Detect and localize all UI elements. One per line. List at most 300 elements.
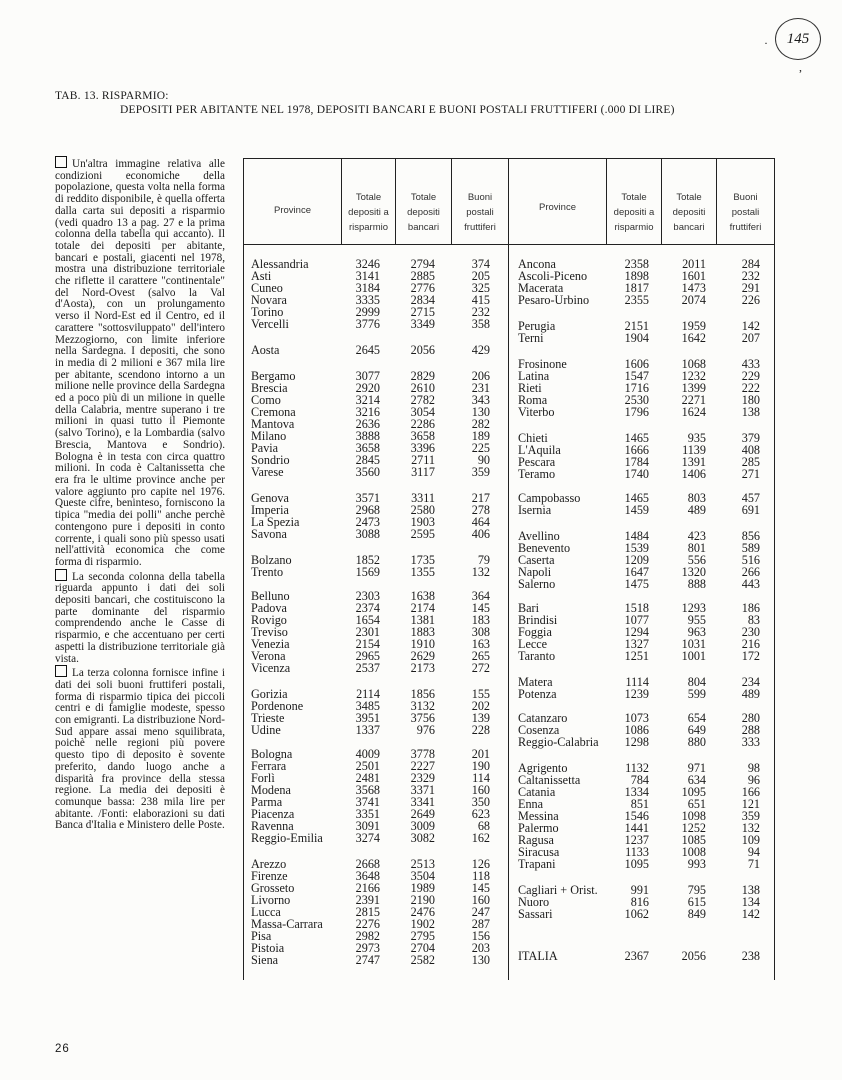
- header-buoni-postali: Buoni postali fruttiferi: [464, 192, 496, 233]
- totale-depositi-cell: 1062: [624, 907, 649, 921]
- totale-bancari-cell: 1085: [681, 833, 706, 847]
- totale-depositi-cell: 2391: [355, 893, 380, 907]
- province-cell: Gorizia: [251, 687, 288, 701]
- province-cell: Massa-Carrara: [251, 917, 323, 931]
- province-cell: Parma: [251, 795, 283, 809]
- buoni-postali-cell: 226: [741, 293, 760, 307]
- buoni-postali-cell: 121: [741, 797, 760, 811]
- totale-bancari-cell: 976: [416, 723, 435, 737]
- totale-depositi-cell: 2530: [624, 393, 649, 407]
- province-cell: Firenze: [251, 869, 288, 883]
- header-province: Province: [539, 202, 576, 213]
- province-cell: Ancona: [518, 257, 556, 271]
- buoni-postali-cell: 217: [471, 491, 490, 505]
- province-cell: Cremona: [251, 405, 296, 419]
- sidebar-paragraph: Un'altra immagine relativa alle condizioni economiche della popolazione, questa volta nella forma di reddito disponibile, è quella offerta dalla carta sui depositi a risparmio (vedi quadro 13 a pag. 27 e la prima colonna della tabella qui accanto). Il totale dei depositi per abitante, bancari e postali, giacenti nel 1978, mostra una distribuzione territoriale che riflette il carattere "continentale" del Nord-Ovest (salvo la Val d'Aosta), con un prolungamento verso il Nord-Est ed il Centro, ed il carattere "sottosviluppato" dell'intero Mezzogiorno, con limite inferiore nella Sardegna. I depositi, che sono in media di 2 milioni e 367 mila lire per abitante, scendono intorno a un milione nelle province della Sardegna ed a poco più di un milione in quelle della Calabria, mentre superano i tre milioni in quasi tutto il Piemonte (salvo Torino), e la Lombardia (salvo Brescia, Mantova e Sondrio). Bologna è in testa con circa quattro milioni. In coda è Caltanissetta che era fra le ultime province anche per valore aggiunto pro capite nel 1976. Queste cifre, beninteso, forniscono la tipica "media dei polli" anche perchè contengono pure i depositi in conto corrente, i quali sono più spesso usati nell'attività economica che come forma di risparmio.: [55, 158, 225, 568]
- table-id: TAB. 13. RISPARMIO:: [55, 90, 169, 102]
- buoni-postali-cell: 359: [471, 465, 490, 479]
- table-row: [0, 406, 842, 418]
- buoni-postali-cell: 145: [471, 881, 490, 895]
- totale-depositi-cell: 1459: [624, 503, 649, 517]
- buoni-postali-cell: 145: [471, 601, 490, 615]
- table-row: [0, 294, 842, 306]
- totale-depositi-cell: 3077: [355, 369, 380, 383]
- table-row: [0, 771, 842, 787]
- buoni-postali-cell: 118: [472, 869, 490, 883]
- table-row: [0, 881, 842, 897]
- totale-bancari-cell: 2582: [410, 953, 435, 967]
- totale-depositi-cell: 2154: [355, 637, 380, 651]
- totale-depositi-cell: 3951: [355, 711, 380, 725]
- totale-depositi-cell: 2151: [624, 319, 649, 333]
- province-cell: Imperia: [251, 503, 289, 517]
- totale-bancari-cell: 2704: [410, 941, 435, 955]
- buoni-postali-cell: 408: [741, 443, 760, 457]
- table-row: [0, 905, 842, 921]
- totale-depositi-cell: 3274: [355, 831, 380, 845]
- totale-bancari-cell: 2711: [411, 453, 435, 467]
- totale-bancari-cell: 1399: [681, 381, 706, 395]
- totale-depositi-cell: 2845: [355, 453, 380, 467]
- totale-depositi-cell: 2920: [355, 381, 380, 395]
- table-row: [0, 270, 842, 282]
- totale-depositi-cell: 2276: [355, 917, 380, 931]
- table-row: [0, 358, 842, 370]
- table-row: [0, 893, 842, 909]
- totale-depositi-cell: 1337: [355, 723, 380, 737]
- totale-bancari-cell: 3117: [411, 465, 435, 479]
- totale-bancari-cell: 1098: [681, 809, 706, 823]
- table-row: [0, 602, 842, 614]
- totale-depositi-cell: 2367: [624, 949, 649, 963]
- totale-depositi-cell: 2501: [355, 759, 380, 773]
- province-cell: Varese: [251, 465, 284, 479]
- buoni-postali-cell: 228: [471, 723, 490, 737]
- province-cell: Salerno: [518, 577, 556, 591]
- province-cell: Genova: [251, 491, 289, 505]
- table-row: [0, 527, 842, 543]
- totale-depositi-cell: 3560: [355, 465, 380, 479]
- province-cell: ITALIA: [518, 949, 558, 963]
- buoni-postali-cell: 207: [741, 331, 760, 345]
- totale-bancari-cell: 615: [687, 895, 706, 909]
- buoni-postali-cell: 457: [741, 491, 760, 505]
- buoni-postali-cell: 183: [471, 613, 490, 627]
- province-cell: Grosseto: [251, 881, 295, 895]
- totale-bancari-cell: 2056: [410, 343, 435, 357]
- totale-depositi-cell: 1251: [624, 649, 649, 663]
- totale-depositi-cell: 2481: [355, 771, 380, 785]
- table-row: [0, 258, 842, 270]
- totale-bancari-cell: 1008: [681, 845, 706, 859]
- page-stamp-text: 145: [786, 30, 810, 47]
- buoni-postali-cell: 691: [741, 503, 760, 517]
- buoni-postali-cell: 623: [471, 807, 490, 821]
- province-cell: Bergamo: [251, 369, 296, 383]
- totale-bancari-cell: 971: [687, 761, 706, 775]
- province-cell: Novara: [251, 293, 287, 307]
- province-cell: Ferrara: [251, 759, 287, 773]
- table-row: [0, 566, 842, 578]
- totale-depositi-cell: 1546: [624, 809, 649, 823]
- totale-depositi-cell: 1132: [625, 761, 649, 775]
- buoni-postali-cell: 186: [741, 601, 760, 615]
- totale-bancari-cell: 935: [687, 431, 706, 445]
- totale-bancari-cell: 1624: [681, 405, 706, 419]
- totale-depositi-cell: 2301: [355, 625, 380, 639]
- province-cell: Lecce: [518, 637, 548, 651]
- province-cell: Sondrio: [251, 453, 290, 467]
- totale-bancari-cell: 1232: [681, 369, 706, 383]
- totale-bancari-cell: 2174: [410, 601, 435, 615]
- province-cell: Trapani: [518, 857, 556, 871]
- totale-bancari-cell: 3311: [411, 491, 435, 505]
- totale-bancari-cell: 2173: [410, 661, 435, 675]
- buoni-postali-cell: 109: [741, 833, 760, 847]
- province-cell: Milano: [251, 429, 287, 443]
- totale-bancari-cell: 1883: [410, 625, 435, 639]
- totale-bancari-cell: 3658: [410, 429, 435, 443]
- totale-depositi-cell: 2636: [355, 417, 380, 431]
- totale-bancari-cell: 1902: [410, 917, 435, 931]
- province-cell: Rovigo: [251, 613, 287, 627]
- buoni-postali-cell: 856: [741, 529, 760, 543]
- buoni-postali-cell: 132: [741, 821, 760, 835]
- province-cell: Reggio-Calabria: [518, 735, 599, 749]
- province-cell: Reggio-Emilia: [251, 831, 323, 845]
- table-row: [0, 465, 842, 481]
- buoni-postali-cell: 132: [471, 565, 490, 579]
- buoni-postali-cell: 162: [471, 831, 490, 845]
- table-row: [0, 453, 842, 469]
- totale-bancari-cell: 2610: [410, 381, 435, 395]
- province-cell: Ascoli-Piceno: [518, 269, 588, 283]
- totale-depositi-cell: 2965: [355, 649, 380, 663]
- buoni-postali-cell: 232: [471, 305, 490, 319]
- totale-bancari-cell: 3371: [410, 783, 435, 797]
- totale-depositi-cell: 991: [630, 883, 649, 897]
- province-cell: Treviso: [251, 625, 288, 639]
- totale-depositi-cell: 1133: [625, 845, 649, 859]
- province-cell: Aosta: [251, 343, 280, 357]
- totale-bancari-cell: 963: [687, 625, 706, 639]
- totale-bancari-cell: 1252: [681, 821, 706, 835]
- totale-bancari-cell: 2829: [410, 369, 435, 383]
- totale-depositi-cell: 3351: [355, 807, 380, 821]
- buoni-postali-cell: 364: [471, 589, 490, 603]
- totale-depositi-cell: 3246: [355, 257, 380, 271]
- buoni-postali-cell: 234: [741, 675, 760, 689]
- buoni-postali-cell: 206: [471, 369, 490, 383]
- buoni-postali-cell: 205: [471, 269, 490, 283]
- buoni-postali-cell: 379: [741, 431, 760, 445]
- totale-depositi-cell: 3141: [355, 269, 380, 283]
- totale-bancari-cell: 2776: [410, 281, 435, 295]
- totale-depositi-cell: 816: [630, 895, 649, 909]
- buoni-postali-cell: 138: [741, 405, 760, 419]
- buoni-postali-cell: 291: [741, 281, 760, 295]
- buoni-postali-cell: 589: [741, 541, 760, 555]
- table-row: [0, 724, 842, 736]
- totale-bancari-cell: 1068: [681, 357, 706, 371]
- buoni-postali-cell: 284: [741, 257, 760, 271]
- province-cell: Ragusa: [518, 833, 554, 847]
- buoni-postali-cell: 229: [741, 369, 760, 383]
- province-cell: Taranto: [518, 649, 556, 663]
- buoni-postali-cell: 190: [471, 759, 490, 773]
- table-row: [0, 370, 842, 382]
- province-cell: Avellino: [518, 529, 560, 543]
- buoni-postali-cell: 464: [471, 515, 490, 529]
- province-cell: Brindisi: [518, 613, 558, 627]
- totale-depositi-cell: 1817: [624, 281, 649, 295]
- table-row: [0, 759, 842, 775]
- buoni-postali-cell: 288: [741, 723, 760, 737]
- totale-bancari-cell: 556: [687, 553, 706, 567]
- totale-bancari-cell: 599: [687, 687, 706, 701]
- totale-depositi-cell: 2968: [355, 503, 380, 517]
- totale-bancari-cell: 2513: [410, 857, 435, 871]
- header-totale-bancari: Totale depositi bancari: [407, 192, 440, 233]
- totale-bancari-cell: 3341: [410, 795, 435, 809]
- totale-bancari-cell: 2595: [410, 527, 435, 541]
- totale-bancari-cell: 1638: [410, 589, 435, 603]
- table-row: [0, 504, 842, 516]
- totale-bancari-cell: 888: [687, 577, 706, 591]
- buoni-postali-cell: 282: [471, 417, 490, 431]
- buoni-postali-cell: 231: [471, 381, 490, 395]
- buoni-postali-cell: 266: [741, 565, 760, 579]
- province-cell: Pordenone: [251, 699, 304, 713]
- totale-bancari-cell: 2329: [410, 771, 435, 785]
- totale-bancari-cell: 1355: [410, 565, 435, 579]
- totale-depositi-cell: 1784: [624, 455, 649, 469]
- province-cell: Potenza: [518, 687, 557, 701]
- totale-bancari-cell: 2190: [410, 893, 435, 907]
- buoni-postali-cell: 138: [741, 883, 760, 897]
- totale-bancari-cell: 654: [687, 711, 706, 725]
- province-cell: Pesaro-Urbino: [518, 293, 590, 307]
- totale-depositi-cell: 1547: [624, 369, 649, 383]
- totale-depositi-cell: 1852: [355, 553, 380, 567]
- totale-depositi-cell: 3568: [355, 783, 380, 797]
- buoni-postali-cell: 238: [741, 949, 760, 963]
- totale-depositi-cell: 1294: [624, 625, 649, 639]
- province-cell: Pescara: [518, 455, 556, 469]
- buoni-postali-cell: 166: [741, 785, 760, 799]
- province-cell: Cuneo: [251, 281, 283, 295]
- table-row: [0, 542, 842, 554]
- table-row: [0, 394, 842, 406]
- buoni-postali-cell: 287: [471, 917, 490, 931]
- totale-bancari-cell: 3349: [410, 317, 435, 331]
- totale-bancari-cell: 3054: [410, 405, 435, 419]
- buoni-postali-cell: 98: [747, 761, 760, 775]
- totale-depositi-cell: 1666: [624, 443, 649, 457]
- province-cell: Campobasso: [518, 491, 581, 505]
- header-province: Province: [274, 205, 311, 216]
- totale-depositi-cell: 2747: [355, 953, 380, 967]
- totale-bancari-cell: 2271: [681, 393, 706, 407]
- totale-bancari-cell: 2834: [410, 293, 435, 307]
- table-row: [0, 429, 842, 445]
- totale-bancari-cell: 2715: [410, 305, 435, 319]
- buoni-postali-cell: 308: [471, 625, 490, 639]
- totale-bancari-cell: 1095: [681, 785, 706, 799]
- totale-bancari-cell: 880: [687, 735, 706, 749]
- province-cell: Viterbo: [518, 405, 555, 419]
- province-cell: Catania: [518, 785, 556, 799]
- buoni-postali-cell: 230: [741, 625, 760, 639]
- totale-depositi-cell: 1209: [624, 553, 649, 567]
- buoni-postali-cell: 429: [471, 343, 490, 357]
- province-cell: Padova: [251, 601, 287, 615]
- totale-bancari-cell: 1959: [681, 319, 706, 333]
- totale-depositi-cell: 1475: [624, 577, 649, 591]
- province-cell: Belluno: [251, 589, 290, 603]
- buoni-postali-cell: 343: [471, 393, 490, 407]
- totale-bancari-cell: 2286: [410, 417, 435, 431]
- table-row: [0, 736, 842, 748]
- province-cell: Pistoia: [251, 941, 285, 955]
- totale-depositi-cell: 1898: [624, 269, 649, 283]
- totale-bancari-cell: 801: [687, 541, 706, 555]
- table-row: [0, 831, 842, 847]
- province-cell: Forlì: [251, 771, 275, 785]
- buoni-postali-cell: 325: [471, 281, 490, 295]
- province-cell: Benevento: [518, 541, 571, 555]
- table-row: [0, 676, 842, 688]
- totale-bancari-cell: 849: [687, 907, 706, 921]
- province-cell: Bologna: [251, 747, 293, 761]
- totale-depositi-cell: 1334: [624, 785, 649, 799]
- province-cell: Isernia: [518, 503, 552, 517]
- totale-depositi-cell: 4009: [355, 747, 380, 761]
- totale-bancari-cell: 489: [687, 503, 706, 517]
- totale-bancari-cell: 3504: [410, 869, 435, 883]
- province-cell: Alessandria: [251, 257, 309, 271]
- totale-bancari-cell: 2795: [410, 929, 435, 943]
- province-cell: Trieste: [251, 711, 285, 725]
- totale-depositi-cell: 1647: [624, 565, 649, 579]
- table-row: [0, 332, 842, 344]
- table-row: [0, 344, 842, 356]
- buoni-postali-cell: 216: [741, 637, 760, 651]
- header-totale-depositi: Totale depositi a risparmio: [348, 192, 389, 233]
- totale-depositi-cell: 3088: [355, 527, 380, 541]
- totale-depositi-cell: 1114: [625, 675, 649, 689]
- totale-depositi-cell: 1539: [624, 541, 649, 555]
- totale-bancari-cell: 1473: [681, 281, 706, 295]
- province-cell: L'Aquila: [518, 443, 561, 457]
- totale-depositi-cell: 3888: [355, 429, 380, 443]
- province-cell: Ravenna: [251, 819, 294, 833]
- province-cell: Cagliari + Orist.: [518, 883, 598, 897]
- totale-bancari-cell: 2074: [681, 293, 706, 307]
- buoni-postali-cell: 203: [471, 941, 490, 955]
- sidebar-paragraph: La seconda colonna della tabella riguarda appunto i dati dei soli depositi bancari, che costituiscono la parte dominante del risparmio comprendendo anche le Casse di risparmio, e che accentuano per certi aspetti la distribuzione territoriale già vista.: [55, 570, 225, 665]
- buoni-postali-cell: 134: [741, 895, 760, 909]
- buoni-postali-cell: 96: [747, 773, 760, 787]
- table-row: [0, 382, 842, 394]
- totale-depositi-cell: 3648: [355, 869, 380, 883]
- province-cell: Vercelli: [251, 317, 289, 331]
- totale-depositi-cell: 1077: [624, 613, 649, 627]
- province-cell: Verona: [251, 649, 286, 663]
- totale-depositi-cell: 3658: [355, 441, 380, 455]
- province-cell: Siracusa: [518, 845, 560, 859]
- buoni-postali-cell: 83: [747, 613, 760, 627]
- buoni-postali-cell: 201: [471, 747, 490, 761]
- table-row: [0, 819, 842, 835]
- province-cell: Trento: [251, 565, 284, 579]
- totale-bancari-cell: 803: [687, 491, 706, 505]
- table-row: [0, 858, 842, 870]
- table-row: [0, 950, 842, 962]
- totale-depositi-cell: 1441: [624, 821, 649, 835]
- province-cell: Roma: [518, 393, 548, 407]
- buoni-postali-cell: 358: [471, 317, 490, 331]
- totale-depositi-cell: 1465: [624, 431, 649, 445]
- buoni-postali-cell: 160: [471, 893, 490, 907]
- province-cell: Torino: [251, 305, 284, 319]
- buoni-postali-cell: 516: [741, 553, 760, 567]
- totale-bancari-cell: 1031: [681, 637, 706, 651]
- totale-depositi-cell: 1086: [624, 723, 649, 737]
- buoni-postali-cell: 406: [471, 527, 490, 541]
- table-row: [0, 441, 842, 457]
- totale-depositi-cell: 2645: [355, 343, 380, 357]
- buoni-postali-cell: 71: [747, 857, 760, 871]
- totale-bancari-cell: 3778: [410, 747, 435, 761]
- table-row: [0, 638, 842, 650]
- province-cell: Cosenza: [518, 723, 560, 737]
- totale-depositi-cell: 3776: [355, 317, 380, 331]
- province-cell: Napoli: [518, 565, 552, 579]
- table-row: [0, 712, 842, 724]
- province-cell: Matera: [518, 675, 553, 689]
- totale-bancari-cell: 2227: [410, 759, 435, 773]
- totale-bancari-cell: 2580: [410, 503, 435, 517]
- totale-bancari-cell: 1320: [681, 565, 706, 579]
- totale-bancari-cell: 3396: [410, 441, 435, 455]
- totale-depositi-cell: 1654: [355, 613, 380, 627]
- province-cell: Messina: [518, 809, 559, 823]
- province-cell: Enna: [518, 797, 544, 811]
- totale-depositi-cell: 2166: [355, 881, 380, 895]
- buoni-postali-cell: 272: [471, 661, 490, 675]
- totale-depositi-cell: 1484: [624, 529, 649, 543]
- totale-depositi-cell: 2303: [355, 589, 380, 603]
- table-row: [0, 614, 842, 626]
- province-cell: Terni: [518, 331, 544, 345]
- totale-depositi-cell: 1327: [624, 637, 649, 651]
- totale-depositi-cell: 2473: [355, 515, 380, 529]
- totale-bancari-cell: 1001: [681, 649, 706, 663]
- totale-bancari-cell: 1139: [682, 443, 706, 457]
- totale-bancari-cell: 1601: [681, 269, 706, 283]
- buoni-postali-cell: 155: [471, 687, 490, 701]
- buoni-postali-cell: 285: [741, 455, 760, 469]
- buoni-postali-cell: 278: [471, 503, 490, 517]
- province-cell: Livorno: [251, 893, 291, 907]
- table-row: [0, 662, 842, 674]
- province-cell: Bolzano: [251, 553, 292, 567]
- buoni-postali-cell: 265: [471, 649, 490, 663]
- totale-bancari-cell: 795: [687, 883, 706, 897]
- province-cell: Lucca: [251, 905, 281, 919]
- totale-depositi-cell: 1298: [624, 735, 649, 749]
